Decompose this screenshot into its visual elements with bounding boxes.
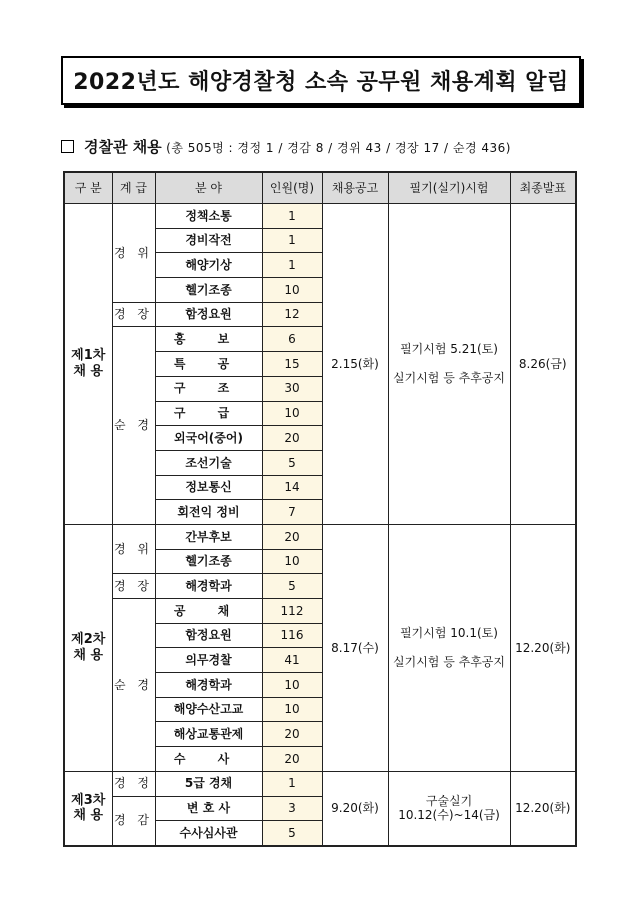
field-cell: 헬기조종: [155, 549, 262, 574]
table-header-row: [64, 172, 576, 204]
rank-cell: 경 위: [112, 524, 155, 573]
count-cell: 15: [262, 352, 322, 377]
field-cell: 구 조: [155, 376, 262, 401]
exam-cell: 구술실기 10.12(수)~14(금): [388, 771, 510, 846]
rank-cell: 경 장: [112, 302, 155, 327]
count-cell: 116: [262, 623, 322, 648]
field-cell: 수 사: [155, 747, 262, 772]
announcement-cell: 2.15(화): [322, 204, 388, 525]
count-cell: 1: [262, 253, 322, 278]
field-cell: 특 공: [155, 352, 262, 377]
field-cell: 해상교통관제: [155, 722, 262, 747]
header-rank: 계 급: [112, 172, 155, 204]
field-cell: 홍 보: [155, 327, 262, 352]
count-cell: 20: [262, 426, 322, 451]
count-cell: 10: [262, 278, 322, 303]
header-division: 구 분: [64, 172, 112, 204]
field-cell: 정보통신: [155, 475, 262, 500]
count-cell: 14: [262, 475, 322, 500]
field-cell: 의무경찰: [155, 648, 262, 673]
field-cell: 함정요원: [155, 623, 262, 648]
table-row: [64, 204, 576, 229]
announcement-cell: 9.20(화): [322, 771, 388, 846]
field-cell: 해양기상: [155, 253, 262, 278]
count-cell: 5: [262, 450, 322, 475]
final-cell: 12.20(화): [510, 524, 576, 771]
count-cell: 41: [262, 648, 322, 673]
header-exam: 필기(실기)시험: [388, 172, 510, 204]
field-cell: 공 채: [155, 599, 262, 624]
count-cell: 3: [262, 796, 322, 821]
count-cell: 20: [262, 747, 322, 772]
rank-cell: 경 장: [112, 574, 155, 599]
rank-cell: 순 경: [112, 327, 155, 525]
round-label: 제3차 채 용: [64, 771, 112, 846]
field-cell: 경비작전: [155, 228, 262, 253]
count-cell: 30: [262, 376, 322, 401]
rank-cell: 경 위: [112, 204, 155, 303]
table-row: [64, 771, 576, 796]
section-title: 경찰관 채용: [84, 138, 162, 156]
header-field: 분 야: [155, 172, 262, 204]
field-cell: 해경학과: [155, 574, 262, 599]
count-cell: 10: [262, 697, 322, 722]
field-cell: 조선기술: [155, 450, 262, 475]
field-cell: 해양수산고교: [155, 697, 262, 722]
checkbox-square-icon: [61, 140, 74, 153]
field-cell: 정책소통: [155, 204, 262, 229]
header-announcement: 채용공고: [322, 172, 388, 204]
section-detail: (총 505명 : 경정 1 / 경감 8 / 경위 43 / 경장 17 / 순경 436): [166, 141, 511, 155]
round-label: 제2차 채 용: [64, 524, 112, 771]
exam-cell: 필기시험 5.21(토) 실기시험 등 추후공지: [388, 204, 510, 525]
count-cell: 10: [262, 549, 322, 574]
announcement-cell: 8.17(수): [322, 524, 388, 771]
recruitment-table: [63, 171, 577, 847]
count-cell: 20: [262, 722, 322, 747]
header-count: 인원(명): [262, 172, 322, 204]
count-cell: 5: [262, 821, 322, 846]
field-cell: 회전익 정비: [155, 500, 262, 525]
count-cell: 10: [262, 673, 322, 698]
round-label: 제1차 채 용: [64, 204, 112, 525]
field-cell: 외국어(중어): [155, 426, 262, 451]
exam-cell: 필기시험 10.1(토) 실기시험 등 추후공지: [388, 524, 510, 771]
section-heading: [61, 136, 601, 157]
page-title: 2022년도 해양경찰청 소속 공무원 채용계획 알림: [61, 56, 581, 105]
table-row: [64, 524, 576, 549]
count-cell: 7: [262, 500, 322, 525]
count-cell: 12: [262, 302, 322, 327]
header-final: 최종발표: [510, 172, 576, 204]
count-cell: 1: [262, 228, 322, 253]
rank-cell: 경 감: [112, 796, 155, 846]
field-cell: 간부후보: [155, 524, 262, 549]
count-cell: 6: [262, 327, 322, 352]
count-cell: 1: [262, 204, 322, 229]
field-cell: 변 호 사: [155, 796, 262, 821]
rank-cell: 경 정: [112, 771, 155, 796]
final-cell: 12.20(화): [510, 771, 576, 846]
field-cell: 수사심사관: [155, 821, 262, 846]
field-cell: 5급 경채: [155, 771, 262, 796]
count-cell: 10: [262, 401, 322, 426]
count-cell: 112: [262, 599, 322, 624]
field-cell: 해경학과: [155, 673, 262, 698]
count-cell: 20: [262, 524, 322, 549]
final-cell: 8.26(금): [510, 204, 576, 525]
count-cell: 5: [262, 574, 322, 599]
rank-cell: 순 경: [112, 599, 155, 772]
field-cell: 헬기조종: [155, 278, 262, 303]
count-cell: 1: [262, 771, 322, 796]
field-cell: 구 급: [155, 401, 262, 426]
field-cell: 함정요원: [155, 302, 262, 327]
